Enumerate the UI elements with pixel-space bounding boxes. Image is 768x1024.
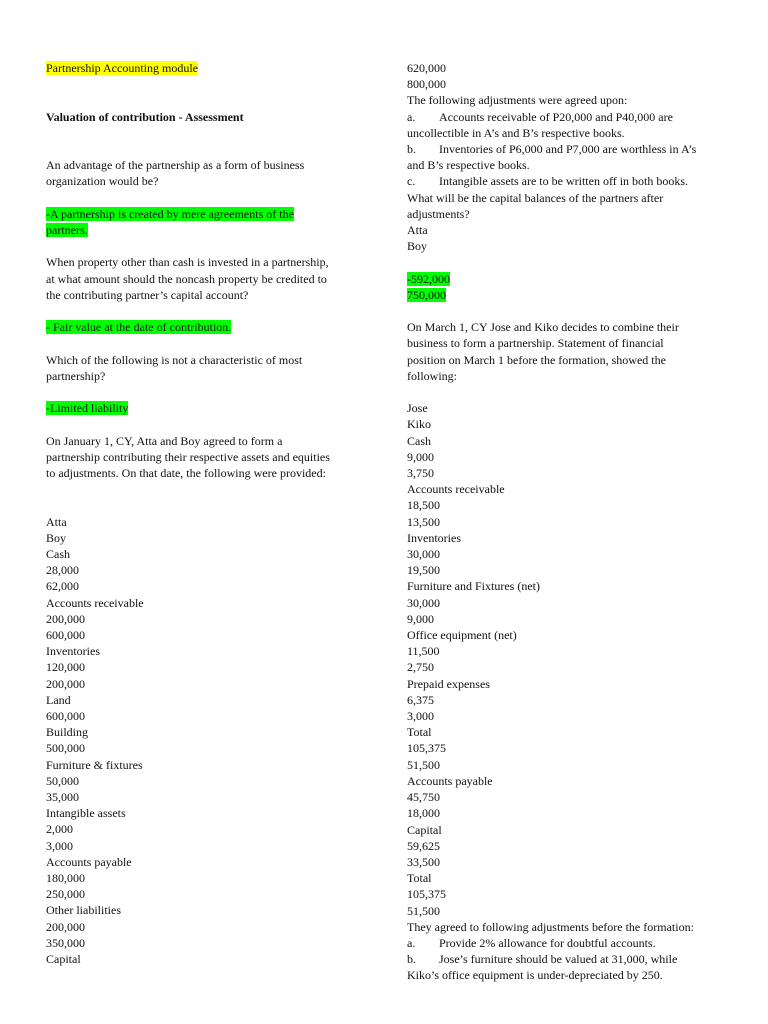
table-line: 600,000 [46,627,85,642]
adjustment-2b-text: Jose’s furniture should be valued at 31,000, while [439,952,678,967]
answer-line: -592,000 [407,271,450,286]
table-line: Accounts receivable [46,595,144,610]
table-line: 105,375 [407,887,446,902]
table-line: 200,000 [46,919,85,934]
table-line: 2,750 [407,660,434,675]
table-line: 62,000 [46,579,79,594]
table-line: 11,500 [407,644,440,659]
answer-2: - Fair value at the date of contribution. [46,320,232,335]
table-line: 50,000 [46,773,79,788]
table-line: Kiko [407,417,431,432]
table-line: Capital [407,822,442,837]
question-1-line: An advantage of the partnership as a form of business [46,158,305,173]
list-marker: a. [407,935,416,950]
table-line: Total [407,871,432,886]
left-column [46,60,358,967]
table-line: 33,500 [407,854,440,869]
table-line: 200,000 [46,611,85,626]
table-line: 45,750 [407,790,440,805]
answer-3: -Limited liability [46,401,129,416]
question-2-line: position on March 1 before the formation, showed the [407,352,666,367]
table-line: Prepaid expenses [407,676,490,691]
table-line: 28,000 [46,563,79,578]
table-line: 180,000 [46,870,85,885]
table-line: 18,000 [407,806,440,821]
question-2-line: business to form a partnership. Statement of financial [407,336,664,351]
answer-line: 750,000 [407,287,446,302]
table-line: 51,500 [407,757,440,772]
table-line: Cash [407,433,431,448]
question-3-line: partnership? [46,368,106,383]
table-line: 6,375 [407,692,434,707]
adjustment-a-text: Accounts receivable of P20,000 and P40,000 are [439,109,673,124]
table-line: Atta [46,514,67,529]
question-line: Atta [407,223,428,238]
answer-1-line: partners. [46,222,88,237]
text-line: 800,000 [407,77,446,92]
table-line: 2,000 [46,822,73,837]
list-marker: c. [407,174,416,189]
table-line: Accounts payable [407,773,493,788]
table-line: 9,000 [407,449,434,464]
table-line: Furniture and Fixtures (net) [407,579,540,594]
question-line: Boy [407,239,428,254]
question-3-line: Which of the following is not a characteristic of most [46,352,303,367]
adjustment-c [407,173,725,189]
table-line: 3,000 [407,709,434,724]
table-line: Land [46,692,71,707]
table-line: 350,000 [46,935,85,950]
question-4-line: to adjustments. On that date, the following were provided: [46,465,326,480]
jose-kiko-table [407,400,725,919]
adjustment-b-text: Inventories of P6,000 and P7,000 are worthless in A’s [439,142,697,157]
table-line: 35,000 [46,789,79,804]
list-marker: a. [407,109,416,124]
table-line: Cash [46,546,70,561]
table-line: 500,000 [46,741,85,756]
table-line: Furniture & fixtures [46,757,143,772]
answer-1-line: -A partnership is created by mere agreements of the [46,206,294,221]
question-4-line: partnership contributing their respective assets and equities [46,449,330,464]
table-line: 120,000 [46,660,85,675]
table-line: 30,000 [407,547,440,562]
table-line: Building [46,725,89,740]
adjustment-intro: They agreed to following adjustments before the formation: [407,919,694,934]
section-title: Valuation of contribution - Assessment [46,109,244,124]
adjustment-2a-text: Provide 2% allowance for doubtful accounts. [439,935,656,950]
table-line: 18,500 [407,498,440,513]
question-2-line: following: [407,368,457,383]
adjustment-b-cont: and B’s respective books. [407,158,530,173]
adjustment-2b [407,951,725,967]
list-marker: b. [407,952,416,967]
atta-boy-table [46,514,358,968]
adjustment-b [407,141,725,157]
text-line: The following adjustments were agreed upon: [407,93,628,108]
table-line: Accounts receivable [407,482,505,497]
table-line: 3,000 [46,838,73,853]
table-line: 30,000 [407,595,440,610]
module-title: Partnership Accounting module [46,61,198,75]
question-2-line: at what amount should the noncash property be credited to [46,271,327,286]
question-2-line: the contributing partner’s capital account? [46,287,249,302]
table-line: Boy [46,530,67,545]
table-line: 250,000 [46,887,85,902]
table-line: Intangible assets [46,806,126,821]
right-column [407,60,725,984]
table-line: Inventories [407,530,461,545]
question-line: What will be the capital balances of the partners after [407,190,664,205]
table-line: Jose [407,401,428,416]
adjustment-a-cont: uncollectible in A’s and B’s respective books. [407,125,625,140]
table-line: Total [407,725,432,740]
adjustment-c-text: Intangible assets are to be written off in both books. [439,174,689,189]
question-1-line: organization would be? [46,174,159,189]
table-line: Inventories [46,644,100,659]
table-line: 600,000 [46,708,85,723]
table-line: 51,500 [407,903,440,918]
table-line: 9,000 [407,611,434,626]
table-line: 105,375 [407,741,446,756]
table-line: 3,750 [407,466,434,481]
table-line: 13,500 [407,514,440,529]
table-line: Office equipment (net) [407,628,517,643]
question-line: adjustments? [407,206,470,221]
table-line: Other liabilities [46,903,121,918]
table-line: 59,625 [407,838,440,853]
text-line: 620,000 [407,61,446,75]
table-line: Capital [46,951,81,966]
adjustment-a [407,109,725,125]
table-line: Accounts payable [46,854,132,869]
question-2-line: On March 1, CY Jose and Kiko decides to combine their [407,320,679,335]
adjustment-2b-cont: Kiko’s office equipment is under-depreciated by 250. [407,968,663,983]
list-marker: b. [407,142,416,157]
question-2-line: When property other than cash is invested in a partnership, [46,255,329,270]
adjustment-2a [407,935,725,951]
table-line: 19,500 [407,563,440,578]
table-line: 200,000 [46,676,85,691]
question-4-line: On January 1, CY, Atta and Boy agreed to form a [46,433,283,448]
